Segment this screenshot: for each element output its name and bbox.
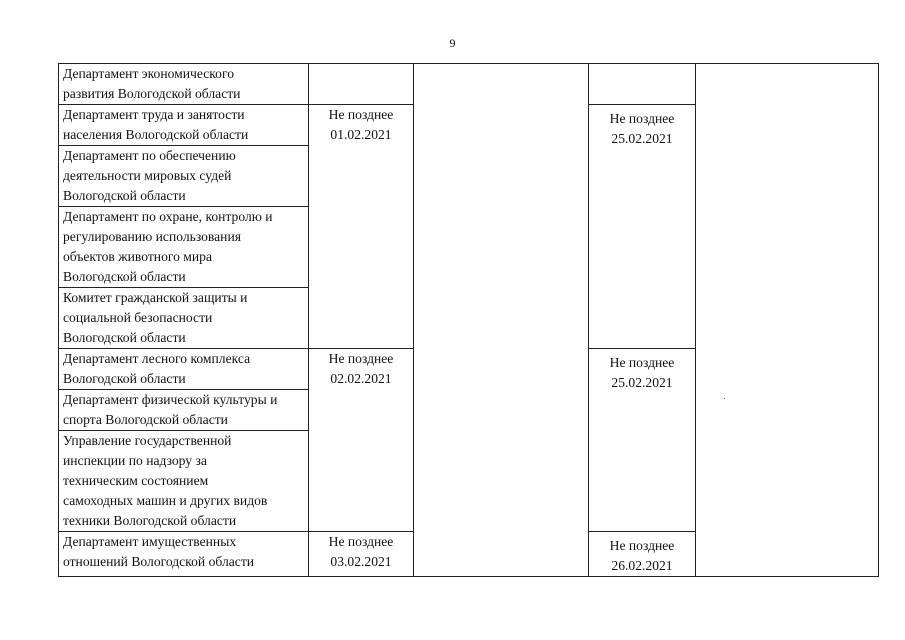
department-cell: Управление государственной инспекции по надзору за техническим состоянием самоходных машин и других видов техники Вологодской области	[59, 431, 309, 532]
scan-speck	[724, 398, 725, 399]
deadlines-table	[58, 63, 879, 577]
deadline2-cell: Не позднее 25.02.2021	[589, 349, 696, 532]
department-cell: Департамент физической культуры и спорта Вологодской области	[59, 390, 309, 431]
department-cell: Комитет гражданской защиты и социальной безопасности Вологодской области	[59, 288, 309, 349]
deadline1-cell: Не позднее 01.02.2021	[309, 105, 414, 349]
department-cell: Департамент труда и занятости населения Вологодской области	[59, 105, 309, 146]
deadline2-cell: Не позднее 26.02.2021	[589, 532, 696, 577]
empty-column-cell	[414, 64, 589, 577]
deadline1-cell-empty	[309, 64, 414, 105]
deadline1-cell: Не позднее 02.02.2021	[309, 349, 414, 532]
empty-column-cell	[696, 64, 879, 577]
department-cell: Департамент по обеспечению деятельности мировых судей Вологодской области	[59, 146, 309, 207]
deadline2-cell-empty	[589, 64, 696, 105]
department-cell: Департамент имущественных отношений Вологодской области	[59, 532, 309, 577]
department-cell: Департамент по охране, контролю и регулированию использования объектов животного мира Вологодской области	[59, 207, 309, 288]
deadlines-table-container	[58, 63, 879, 577]
page-number: 9	[449, 36, 456, 50]
table-row	[59, 64, 879, 105]
department-cell: Департамент лесного комплекса Вологодской области	[59, 349, 309, 390]
deadline1-cell: Не позднее 03.02.2021	[309, 532, 414, 577]
deadline2-cell: Не позднее 25.02.2021	[589, 105, 696, 349]
department-cell: Департамент экономического развития Вологодской области	[59, 64, 309, 105]
